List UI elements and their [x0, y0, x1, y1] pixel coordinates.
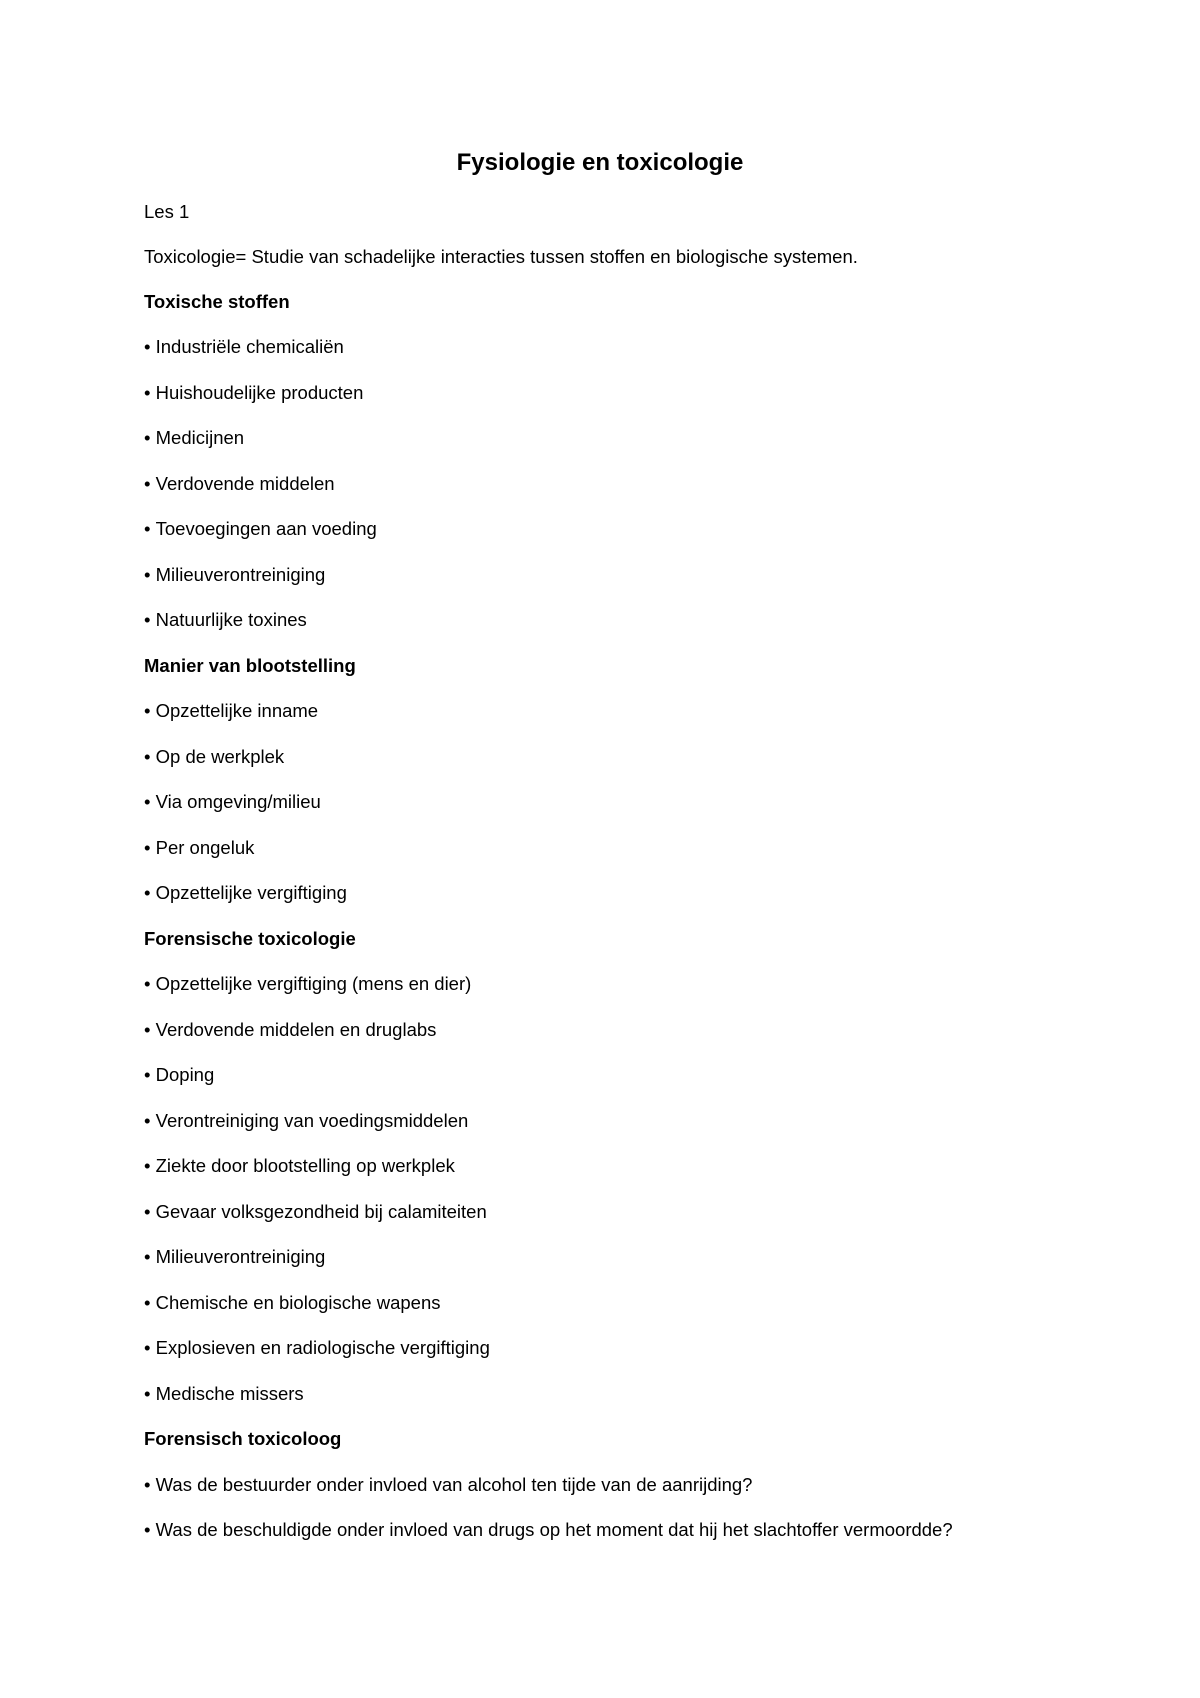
definition-text: Toxicologie= Studie van schadelijke interacties tussen stoffen en biologische systemen. [144, 246, 858, 267]
list-item: • Toevoegingen aan voeding [144, 517, 377, 541]
list-item: • Verdovende middelen [144, 472, 335, 496]
list-item: • Verdovende middelen en druglabs [144, 1018, 436, 1042]
list-item: • Opzettelijke inname [144, 699, 318, 723]
list-item: • Milieuverontreiniging [144, 563, 325, 587]
list-item: • Ziekte door blootstelling op werkplek [144, 1154, 455, 1178]
list-item: • Opzettelijke vergiftiging [144, 881, 347, 905]
lesson-label: Les 1 [144, 201, 190, 222]
section-heading-manier-van-blootstelling: Manier van blootstelling [144, 655, 356, 676]
list-item: • Opzettelijke vergiftiging (mens en dier) [144, 972, 471, 996]
list-item: • Medische missers [144, 1382, 304, 1406]
list-item: • Via omgeving/milieu [144, 790, 321, 814]
list-item: • Natuurlijke toxines [144, 608, 307, 632]
list-item: • Industriële chemicaliën [144, 335, 344, 359]
section-heading-forensische-toxicologie: Forensische toxicologie [144, 928, 356, 949]
list-item: • Milieuverontreiniging [144, 1245, 325, 1269]
list-item: • Was de bestuurder onder invloed van alcohol ten tijde van de aanrijding? [144, 1473, 752, 1497]
list-item: • Was de beschuldigde onder invloed van drugs op het moment dat hij het slachtoffer vermoordde? [144, 1518, 953, 1542]
list-item: • Chemische en biologische wapens [144, 1291, 441, 1315]
document-title: Fysiologie en toxicologie [456, 149, 744, 176]
list-item: • Verontreiniging van voedingsmiddelen [144, 1109, 468, 1133]
list-item: • Huishoudelijke producten [144, 381, 363, 405]
section-heading-toxische-stoffen: Toxische stoffen [144, 291, 290, 312]
list-item: • Per ongeluk [144, 836, 254, 860]
list-item: • Explosieven en radiologische vergiftiging [144, 1336, 490, 1360]
list-item: • Gevaar volksgezondheid bij calamiteiten [144, 1200, 487, 1224]
list-item: • Op de werkplek [144, 745, 284, 769]
section-heading-forensisch-toxicoloog: Forensisch toxicoloog [144, 1428, 342, 1449]
list-item: • Doping [144, 1063, 214, 1087]
list-item: • Medicijnen [144, 426, 244, 450]
